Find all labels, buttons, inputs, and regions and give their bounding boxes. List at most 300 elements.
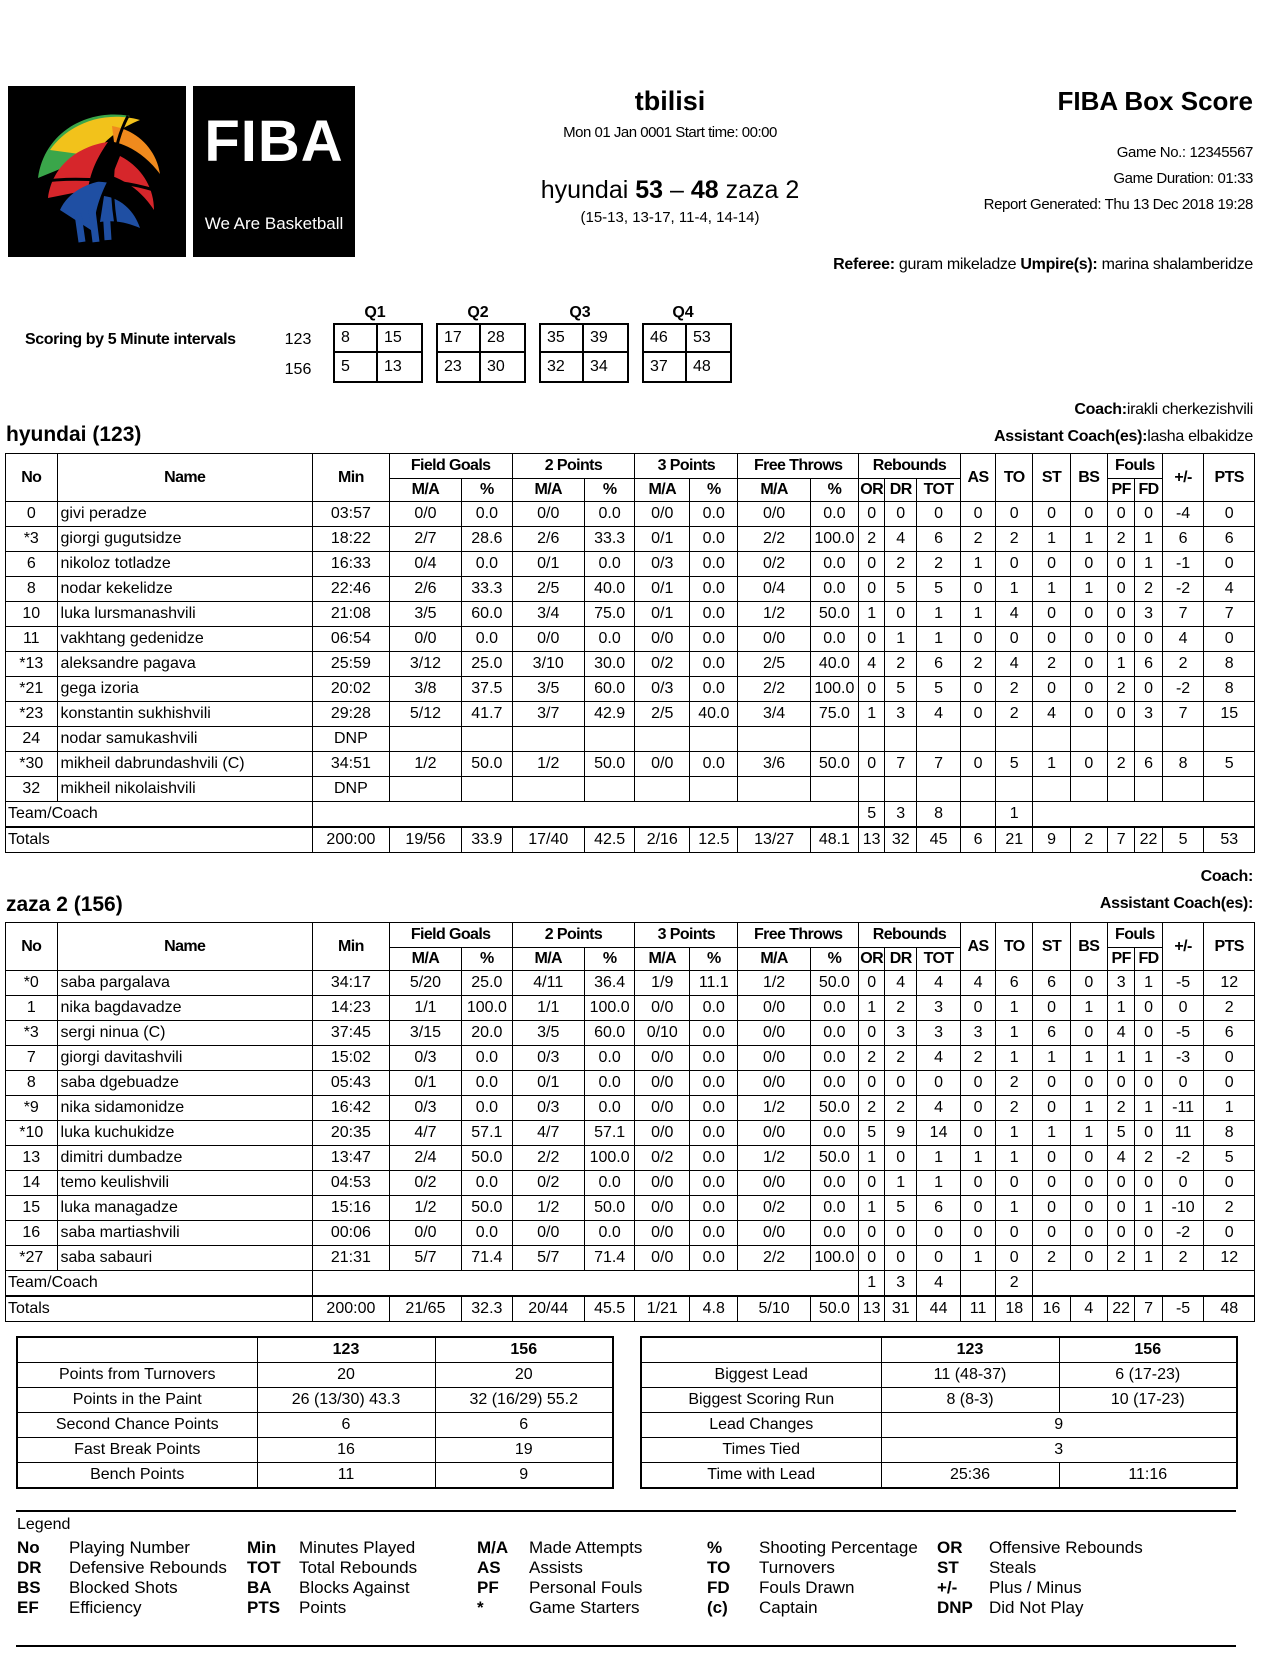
legend-key: TO xyxy=(707,1558,731,1577)
ft-ma: 0/0 xyxy=(738,1221,810,1246)
personal-fouls: 1 xyxy=(1107,996,1134,1021)
ft-ma: 1/2 xyxy=(738,971,810,996)
minutes: 03:57 xyxy=(313,502,390,527)
p2-pct: 45.5 xyxy=(584,1296,634,1322)
stat-value-home: 26 (13/30) 43.3 xyxy=(257,1388,435,1413)
blocks: 0 xyxy=(1070,627,1107,652)
p2-ma: 3/5 xyxy=(512,1021,584,1046)
p3-pct: 40.0 xyxy=(690,702,738,727)
fouls-drawn: 0 xyxy=(1135,627,1162,652)
p3-pct: 0.0 xyxy=(690,627,738,652)
player-row xyxy=(6,727,1255,752)
legend-desc: Offensive Rebounds xyxy=(989,1538,1143,1557)
turnovers: 1 xyxy=(996,1146,1033,1171)
game-number: Game No.: 12345567 xyxy=(1116,144,1253,161)
personal-fouls: 2 xyxy=(1107,677,1134,702)
player-name: nika sidamonidze xyxy=(57,1096,312,1121)
legend-key: PTS xyxy=(247,1598,281,1617)
col-header-3-points: 3 Points xyxy=(635,923,738,948)
ft-pct: 40.0 xyxy=(810,652,858,677)
stat-value-home: 6 xyxy=(257,1413,435,1438)
venue: tbilisi xyxy=(634,86,706,116)
blocks: 0 xyxy=(1070,971,1107,996)
player-name: temo keulishvili xyxy=(57,1171,312,1196)
off-rebounds: 4 xyxy=(859,652,885,677)
p2-pct: 0.0 xyxy=(584,1071,634,1096)
steals: 0 xyxy=(1033,996,1070,1021)
fg-ma: 5/20 xyxy=(389,971,461,996)
total-rebounds: 3 xyxy=(917,1021,961,1046)
p2-pct: 0.0 xyxy=(584,627,634,652)
p3-ma: 0/0 xyxy=(635,502,690,527)
ft-pct: 0.0 xyxy=(810,996,858,1021)
player-row xyxy=(6,627,1255,652)
stat-value-shared: 9 xyxy=(881,1413,1237,1438)
plus-minus: 2 xyxy=(1162,1246,1204,1271)
fg-ma: 5/12 xyxy=(389,702,461,727)
p3-pct: 0.0 xyxy=(690,1096,738,1121)
steals: 0 xyxy=(1033,1096,1070,1121)
assists: 0 xyxy=(961,627,996,652)
p2-pct: 0.0 xyxy=(584,1221,634,1246)
legend-key: PF xyxy=(477,1578,499,1597)
assists: 0 xyxy=(961,577,996,602)
interval-score: 48 xyxy=(693,358,711,375)
col-subheader: % xyxy=(810,479,858,502)
assists xyxy=(961,727,996,752)
legend-desc: Captain xyxy=(759,1598,818,1617)
legend-desc: Shooting Percentage xyxy=(759,1538,918,1557)
legend-key: Min xyxy=(247,1538,277,1557)
minutes: 04:53 xyxy=(313,1171,390,1196)
ft-ma: 0/4 xyxy=(738,577,810,602)
legend-bottom-rule xyxy=(16,1645,1236,1647)
player-name: konstantin sukhishvili xyxy=(57,702,312,727)
p3-ma: 0/2 xyxy=(635,1146,690,1171)
home-score: 53 xyxy=(635,176,664,204)
player-number: 0 xyxy=(6,502,58,527)
home-team-name: hyundai xyxy=(540,176,629,204)
referee-label: Referee: xyxy=(833,256,895,273)
player-name: saba sabauri xyxy=(57,1246,312,1271)
player-number: 10 xyxy=(6,602,58,627)
steals: 0 xyxy=(1033,1221,1070,1246)
col-subheader: TOT xyxy=(917,948,961,971)
p3-pct: 0.0 xyxy=(690,1021,738,1046)
ft-pct: 0.0 xyxy=(810,577,858,602)
col-subheader: TOT xyxy=(917,479,961,502)
team-header-away: 156 xyxy=(435,1337,613,1363)
ft-ma: 0/2 xyxy=(738,1196,810,1221)
player-number: 11 xyxy=(6,627,58,652)
fg-pct xyxy=(462,777,512,802)
points: 0 xyxy=(1204,1046,1255,1071)
stat-label: Second Chance Points xyxy=(17,1413,257,1438)
ft-pct xyxy=(810,727,858,752)
col-header-name: Name xyxy=(57,454,312,502)
p3-pct: 12.5 xyxy=(690,827,738,853)
p3-pct: 0.0 xyxy=(690,552,738,577)
player-number: *10 xyxy=(6,1121,58,1146)
p2-pct: 60.0 xyxy=(584,677,634,702)
col-subheader: % xyxy=(810,948,858,971)
team-header-home: 123 xyxy=(881,1337,1059,1363)
plus-minus: -1 xyxy=(1162,552,1204,577)
stat-value-away: 20 xyxy=(435,1363,613,1388)
plus-minus: 4 xyxy=(1162,627,1204,652)
minutes: 05:43 xyxy=(313,1071,390,1096)
fg-ma: 0/3 xyxy=(389,1046,461,1071)
interval-score: 5 xyxy=(335,353,378,381)
fg-ma: 3/12 xyxy=(389,652,461,677)
off-rebounds: 1 xyxy=(859,702,885,727)
stat-row xyxy=(17,1363,613,1388)
team-coach-label: Team/Coach xyxy=(6,802,313,828)
stat-label: Lead Changes xyxy=(641,1413,881,1438)
legend-desc: Minutes Played xyxy=(299,1538,416,1557)
fg-ma: 0/0 xyxy=(389,627,461,652)
team-coach-row xyxy=(6,802,1255,828)
player-row xyxy=(6,752,1255,777)
turnovers: 1 xyxy=(996,1121,1033,1146)
off-rebounds: 1 xyxy=(859,996,885,1021)
fg-pct: 0.0 xyxy=(462,1221,512,1246)
ft-ma: 0/0 xyxy=(738,1021,810,1046)
interval-score: 46 xyxy=(644,325,687,353)
assists: 11 xyxy=(961,1296,996,1322)
legend-desc: Fouls Drawn xyxy=(759,1578,855,1597)
team-coach-blank xyxy=(313,1271,859,1297)
fg-pct: 0.0 xyxy=(462,1071,512,1096)
points: 6 xyxy=(1204,1021,1255,1046)
personal-fouls: 2 xyxy=(1107,527,1134,552)
p2-ma: 2/5 xyxy=(512,577,584,602)
points: 7 xyxy=(1204,602,1255,627)
fouls-drawn: 6 xyxy=(1135,652,1162,677)
stat-value-away: 6 (17-23) xyxy=(1059,1363,1237,1388)
points: 5 xyxy=(1204,752,1255,777)
p2-pct: 36.4 xyxy=(584,971,634,996)
assists xyxy=(961,777,996,802)
player-row xyxy=(6,577,1255,602)
p3-pct: 0.0 xyxy=(690,1196,738,1221)
fg-ma: 5/7 xyxy=(389,1246,461,1271)
stat-row xyxy=(641,1463,1237,1489)
blocks: 0 xyxy=(1070,677,1107,702)
total-rebounds: 5 xyxy=(917,577,961,602)
document-title: FIBA Box Score xyxy=(1057,86,1253,116)
legend-key: M/A xyxy=(477,1538,509,1557)
off-rebounds: 0 xyxy=(859,502,885,527)
player-name: dimitri dumbadze xyxy=(57,1146,312,1171)
col-subheader: DR xyxy=(885,479,917,502)
team2-coach xyxy=(1201,868,1253,886)
personal-fouls xyxy=(1107,727,1134,752)
legend-key: TOT xyxy=(247,1558,281,1577)
legend-key: DR xyxy=(17,1558,42,1577)
ft-pct: 100.0 xyxy=(810,1246,858,1271)
points: 12 xyxy=(1204,971,1255,996)
p2-ma: 2/6 xyxy=(512,527,584,552)
minutes: 34:17 xyxy=(313,971,390,996)
col-header-points: PTS xyxy=(1204,923,1255,971)
p3-ma: 1/9 xyxy=(635,971,690,996)
legend-desc: Blocked Shots xyxy=(69,1578,178,1597)
total-rebounds: 1 xyxy=(917,1146,961,1171)
turnovers: 4 xyxy=(996,602,1033,627)
stat-label: Times Tied xyxy=(641,1438,881,1463)
def-rebounds: 2 xyxy=(885,1046,917,1071)
turnovers xyxy=(996,777,1033,802)
def-rebounds: 5 xyxy=(885,577,917,602)
player-number: 7 xyxy=(6,1046,58,1071)
interval-team-home: 123 xyxy=(284,331,312,348)
turnovers: 1 xyxy=(996,577,1033,602)
interval-score: 17 xyxy=(438,325,481,353)
col-header-turnovers: TO xyxy=(996,454,1033,502)
fg-ma: 3/15 xyxy=(389,1021,461,1046)
p2-pct: 0.0 xyxy=(584,1046,634,1071)
off-rebounds: 2 xyxy=(859,527,885,552)
p3-pct xyxy=(690,777,738,802)
off-rebounds: 5 xyxy=(859,1121,885,1146)
stat-value-away: 11:16 xyxy=(1059,1463,1237,1489)
col-subheader: M/A xyxy=(738,479,810,502)
p2-ma: 2/2 xyxy=(512,1146,584,1171)
player-number: 13 xyxy=(6,1146,58,1171)
col-header-field-goals: Field Goals xyxy=(389,454,512,479)
p3-ma: 0/3 xyxy=(635,677,690,702)
team-coach-row xyxy=(6,1271,1255,1297)
p3-pct: 0.0 xyxy=(690,1246,738,1271)
minutes: 22:46 xyxy=(313,577,390,602)
personal-fouls: 5 xyxy=(1107,1121,1134,1146)
legend-key: * xyxy=(477,1598,484,1617)
team1-assistant-coach xyxy=(994,428,1253,446)
turnovers: 2 xyxy=(996,1271,1033,1297)
col-subheader: M/A xyxy=(635,948,690,971)
player-row xyxy=(6,1221,1255,1246)
assists: 1 xyxy=(961,1146,996,1171)
fg-pct: 41.7 xyxy=(462,702,512,727)
p2-ma: 0/1 xyxy=(512,552,584,577)
blocks: 0 xyxy=(1070,1246,1107,1271)
basketball-logo-icon xyxy=(8,86,186,257)
p2-pct: 0.0 xyxy=(584,1096,634,1121)
total-rebounds: 4 xyxy=(917,1271,961,1297)
interval-team-away: 156 xyxy=(284,361,312,378)
legend-top-rule xyxy=(16,1510,1236,1512)
p3-pct: 0.0 xyxy=(690,1146,738,1171)
personal-fouls: 1 xyxy=(1107,652,1134,677)
assistant-coach-label: Assistant Coach(es): xyxy=(994,428,1148,445)
blocks: 2 xyxy=(1070,827,1107,853)
total-rebounds xyxy=(917,727,961,752)
ft-ma: 1/2 xyxy=(738,1096,810,1121)
coach-name: irakli cherkezishvili xyxy=(1126,401,1253,418)
total-rebounds: 0 xyxy=(917,1246,961,1271)
def-rebounds: 0 xyxy=(885,1221,917,1246)
stat-row xyxy=(17,1413,613,1438)
quarter-header: Q3 xyxy=(569,304,591,321)
p3-ma: 0/0 xyxy=(635,1171,690,1196)
legend-desc: Blocks Against xyxy=(299,1578,410,1597)
total-rebounds: 3 xyxy=(917,996,961,1021)
fg-pct xyxy=(462,727,512,752)
legend-key: No xyxy=(17,1538,40,1557)
personal-fouls: 4 xyxy=(1107,1146,1134,1171)
player-number: *23 xyxy=(6,702,58,727)
totals-label: Totals xyxy=(6,827,313,853)
minutes: 20:35 xyxy=(313,1121,390,1146)
off-rebounds: 0 xyxy=(859,971,885,996)
interval-score: 34 xyxy=(590,358,608,375)
personal-fouls xyxy=(1107,777,1134,802)
col-header-2-points: 2 Points xyxy=(512,454,635,479)
blocks: 0 xyxy=(1070,652,1107,677)
player-row xyxy=(6,1046,1255,1071)
legend-key: BA xyxy=(247,1578,272,1597)
col-subheader: M/A xyxy=(738,948,810,971)
player-row xyxy=(6,1121,1255,1146)
p2-pct: 42.9 xyxy=(584,702,634,727)
p3-pct: 4.8 xyxy=(690,1296,738,1322)
p2-pct: 0.0 xyxy=(584,1171,634,1196)
fg-pct: 0.0 xyxy=(462,502,512,527)
assists: 0 xyxy=(961,702,996,727)
ft-ma: 1/2 xyxy=(738,1146,810,1171)
ft-ma xyxy=(738,727,810,752)
p3-ma: 0/0 xyxy=(635,1071,690,1096)
player-number: 24 xyxy=(6,727,58,752)
fg-pct: 0.0 xyxy=(462,627,512,652)
p3-pct: 0.0 xyxy=(690,996,738,1021)
points: 0 xyxy=(1204,1071,1255,1096)
col-header-no: No xyxy=(6,923,58,971)
p3-ma: 0/0 xyxy=(635,1221,690,1246)
p2-ma: 0/3 xyxy=(512,1096,584,1121)
minutes: 25:59 xyxy=(313,652,390,677)
fouls-drawn: 6 xyxy=(1135,752,1162,777)
col-header-plus-minus: +/- xyxy=(1162,923,1204,971)
assists: 0 xyxy=(961,1096,996,1121)
fouls-drawn: 1 xyxy=(1135,971,1162,996)
p3-pct: 0.0 xyxy=(690,1221,738,1246)
minutes: 21:31 xyxy=(313,1246,390,1271)
total-rebounds: 2 xyxy=(917,552,961,577)
total-rebounds: 45 xyxy=(917,827,961,853)
ft-ma: 0/0 xyxy=(738,996,810,1021)
points: 1 xyxy=(1204,1096,1255,1121)
personal-fouls: 0 xyxy=(1107,1196,1134,1221)
player-row xyxy=(6,1196,1255,1221)
total-rebounds: 44 xyxy=(917,1296,961,1322)
turnovers: 1 xyxy=(996,802,1033,828)
fouls-drawn: 0 xyxy=(1135,1071,1162,1096)
blocks: 0 xyxy=(1070,1196,1107,1221)
plus-minus: -5 xyxy=(1162,1021,1204,1046)
fiba-logo-text: FIBA xyxy=(204,109,344,174)
plus-minus: 11 xyxy=(1162,1121,1204,1146)
p2-pct: 30.0 xyxy=(584,652,634,677)
def-rebounds: 1 xyxy=(885,627,917,652)
off-rebounds: 0 xyxy=(859,1221,885,1246)
points: 0 xyxy=(1204,1221,1255,1246)
ft-ma: 0/0 xyxy=(738,1171,810,1196)
p3-pct: 0.0 xyxy=(690,1071,738,1096)
p3-ma: 0/1 xyxy=(635,527,690,552)
total-rebounds: 1 xyxy=(917,602,961,627)
def-rebounds: 0 xyxy=(885,1146,917,1171)
away-team-name: zaza 2 xyxy=(725,176,800,204)
plus-minus: 7 xyxy=(1162,602,1204,627)
report-generated: Report Generated: Thu 13 Dec 2018 19:28 xyxy=(983,196,1253,213)
total-rebounds: 1 xyxy=(917,1171,961,1196)
p2-ma: 0/1 xyxy=(512,1071,584,1096)
off-rebounds: 1 xyxy=(859,1271,885,1297)
def-rebounds: 1 xyxy=(885,1171,917,1196)
total-rebounds: 6 xyxy=(917,527,961,552)
col-header-plus-minus: +/- xyxy=(1162,454,1204,502)
p2-ma: 4/11 xyxy=(512,971,584,996)
off-rebounds: 1 xyxy=(859,1146,885,1171)
coach-label: Coach: xyxy=(1200,868,1253,885)
turnovers: 0 xyxy=(996,1221,1033,1246)
turnovers: 0 xyxy=(996,502,1033,527)
off-rebounds: 0 xyxy=(859,677,885,702)
def-rebounds: 2 xyxy=(885,996,917,1021)
fg-pct: 0.0 xyxy=(462,1046,512,1071)
fouls-drawn xyxy=(1135,727,1162,752)
plus-minus: 7 xyxy=(1162,702,1204,727)
minutes: 200:00 xyxy=(313,827,390,853)
team-header-away: 156 xyxy=(1059,1337,1237,1363)
fouls-drawn: 2 xyxy=(1135,1146,1162,1171)
team-header-home: 123 xyxy=(257,1337,435,1363)
p2-ma: 17/40 xyxy=(512,827,584,853)
ft-pct: 50.0 xyxy=(810,1146,858,1171)
steals: 1 xyxy=(1033,1121,1070,1146)
ft-pct: 100.0 xyxy=(810,677,858,702)
personal-fouls: 2 xyxy=(1107,752,1134,777)
ft-ma: 0/2 xyxy=(738,552,810,577)
fg-ma: 0/1 xyxy=(389,1071,461,1096)
personal-fouls: 0 xyxy=(1107,1221,1134,1246)
player-name: saba dgebuadze xyxy=(57,1071,312,1096)
fouls-drawn: 0 xyxy=(1135,1221,1162,1246)
legend-key: EF xyxy=(17,1598,39,1617)
stat-value-home: 8 (8-3) xyxy=(881,1388,1059,1413)
plus-minus: -2 xyxy=(1162,577,1204,602)
fg-ma: 3/5 xyxy=(389,602,461,627)
fg-ma: 4/7 xyxy=(389,1121,461,1146)
assists xyxy=(961,802,996,828)
minutes: 37:45 xyxy=(313,1021,390,1046)
stat-label-header xyxy=(17,1337,257,1363)
p2-ma: 3/4 xyxy=(512,602,584,627)
player-number: 32 xyxy=(6,777,58,802)
stat-value-away: 10 (17-23) xyxy=(1059,1388,1237,1413)
col-subheader: M/A xyxy=(512,948,584,971)
steals: 0 xyxy=(1033,502,1070,527)
team1-coach xyxy=(1074,401,1253,419)
col-header-turnovers: TO xyxy=(996,923,1033,971)
legend-desc: Assists xyxy=(529,1558,583,1577)
minutes: 16:33 xyxy=(313,552,390,577)
p2-ma: 4/7 xyxy=(512,1121,584,1146)
stat-row xyxy=(17,1463,613,1489)
steals xyxy=(1033,727,1070,752)
